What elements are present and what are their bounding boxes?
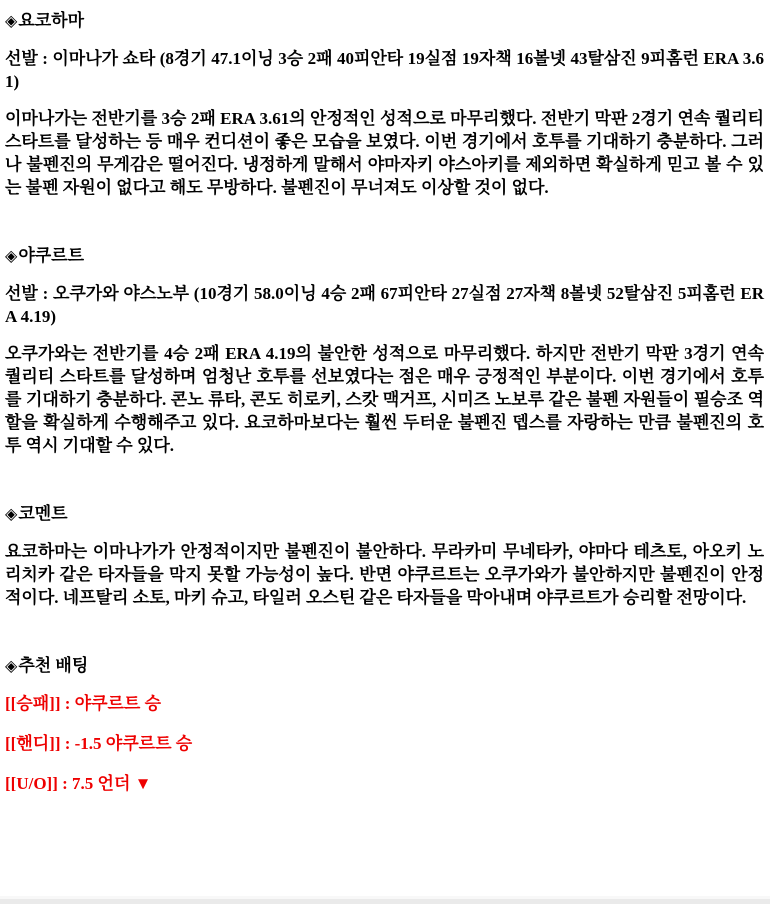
section-heading-betting: [5, 654, 764, 678]
bet-line-handicap: [[핸디]] : -1.5 야쿠르트 승: [5, 734, 193, 753]
section-betting: [5, 654, 764, 795]
section-yakult: [5, 244, 764, 457]
section-heading-label: 요코하마: [18, 11, 85, 30]
section-comment: [5, 502, 764, 609]
diamond-icon: ◈: [5, 658, 18, 675]
bottom-divider: [0, 896, 770, 904]
diamond-icon: ◈: [5, 248, 18, 265]
analysis-paragraph-yokohama: 이마나가는 전반기를 3승 2패 ERA 3.61의 안정적인 성적으로 마무리했다. 전반기 막판 2경기 연속 퀄리티 스타트를 달성하는 등 매우 컨디션이 좋은 모습을 보였다. 이번 경기에서 호투를 기대하기 충분하다. 그러나 불펜진의 무게감은 떨어진다. 냉정하게 말해서 야마자키 야스아키를 제외하면 확실하게 믿고 볼 수 있는 불펜 자원이 없다고 해도 무방하다. 불펜진이 무너져도 이상할 것이 없다.: [5, 109, 764, 197]
section-yokohama: [5, 9, 764, 199]
section-heading-yakult: [5, 244, 764, 268]
section-heading-label: 야쿠르트: [18, 246, 85, 265]
diamond-icon: ◈: [5, 506, 18, 523]
section-heading-comment: [5, 502, 764, 526]
analysis-paragraph-yakult: 오쿠가와는 전반기를 4승 2패 ERA 4.19의 불안한 성적으로 마무리했다. 하지만 전반기 막판 3경기 연속 퀄리티 스타트를 달성하며 엄청난 호투를 선보였다는 점은 매우 긍정적인 부분이다. 이번 경기에서 호투를 기대하기 충분하다. 콘노 류타, 콘도 히로키, 스캇 맥거프, 시미즈 노보루 같은 불펜 자원들이 필승조 역할을 확실하게 수행해주고 있다. 요코하마보다는 훨씬 두터운 불펜진 뎁스를 자랑하는 만큼 불펜진의 호투 역시 기대할 수 있다.: [5, 344, 764, 455]
bet-line-winloss: [[승패]] : 야쿠르트 승: [5, 694, 162, 713]
diamond-icon: ◈: [5, 13, 18, 30]
starter-line-yokohama: 선발 : 이마나가 쇼타 (8경기 47.1이닝 3승 2패 40피안타 19실점 19자책 16볼넷 43탈삼진 9피홈런 ERA 3.61): [5, 49, 764, 91]
section-heading-label: 코멘트: [18, 504, 68, 523]
section-heading-yokohama: [5, 9, 764, 33]
starter-line-yakult: 선발 : 오쿠가와 야스노부 (10경기 58.0이닝 4승 2패 67피안타 27실점 27자책 8볼넷 52탈삼진 5피홈런 ERA 4.19): [5, 284, 764, 326]
section-heading-label: 추천 배팅: [18, 656, 89, 675]
bet-line-underover: [[U/O]] : 7.5 언더 ▼: [5, 774, 152, 793]
comment-paragraph: 요코하마는 이마나가가 안정적이지만 불펜진이 불안하다. 무라카미 무네타카, 야마다 테츠토, 아오키 노리치카 같은 타자들을 막지 못할 가능성이 높다. 반면 야쿠르트는 오쿠가와가 불안하지만 불펜진이 안정적이다. 네프탈리 소토, 마키 슈고, 타일러 오스틴 같은 타자들을 막아내며 야쿠르트가 승리할 전망이다.: [5, 542, 764, 607]
